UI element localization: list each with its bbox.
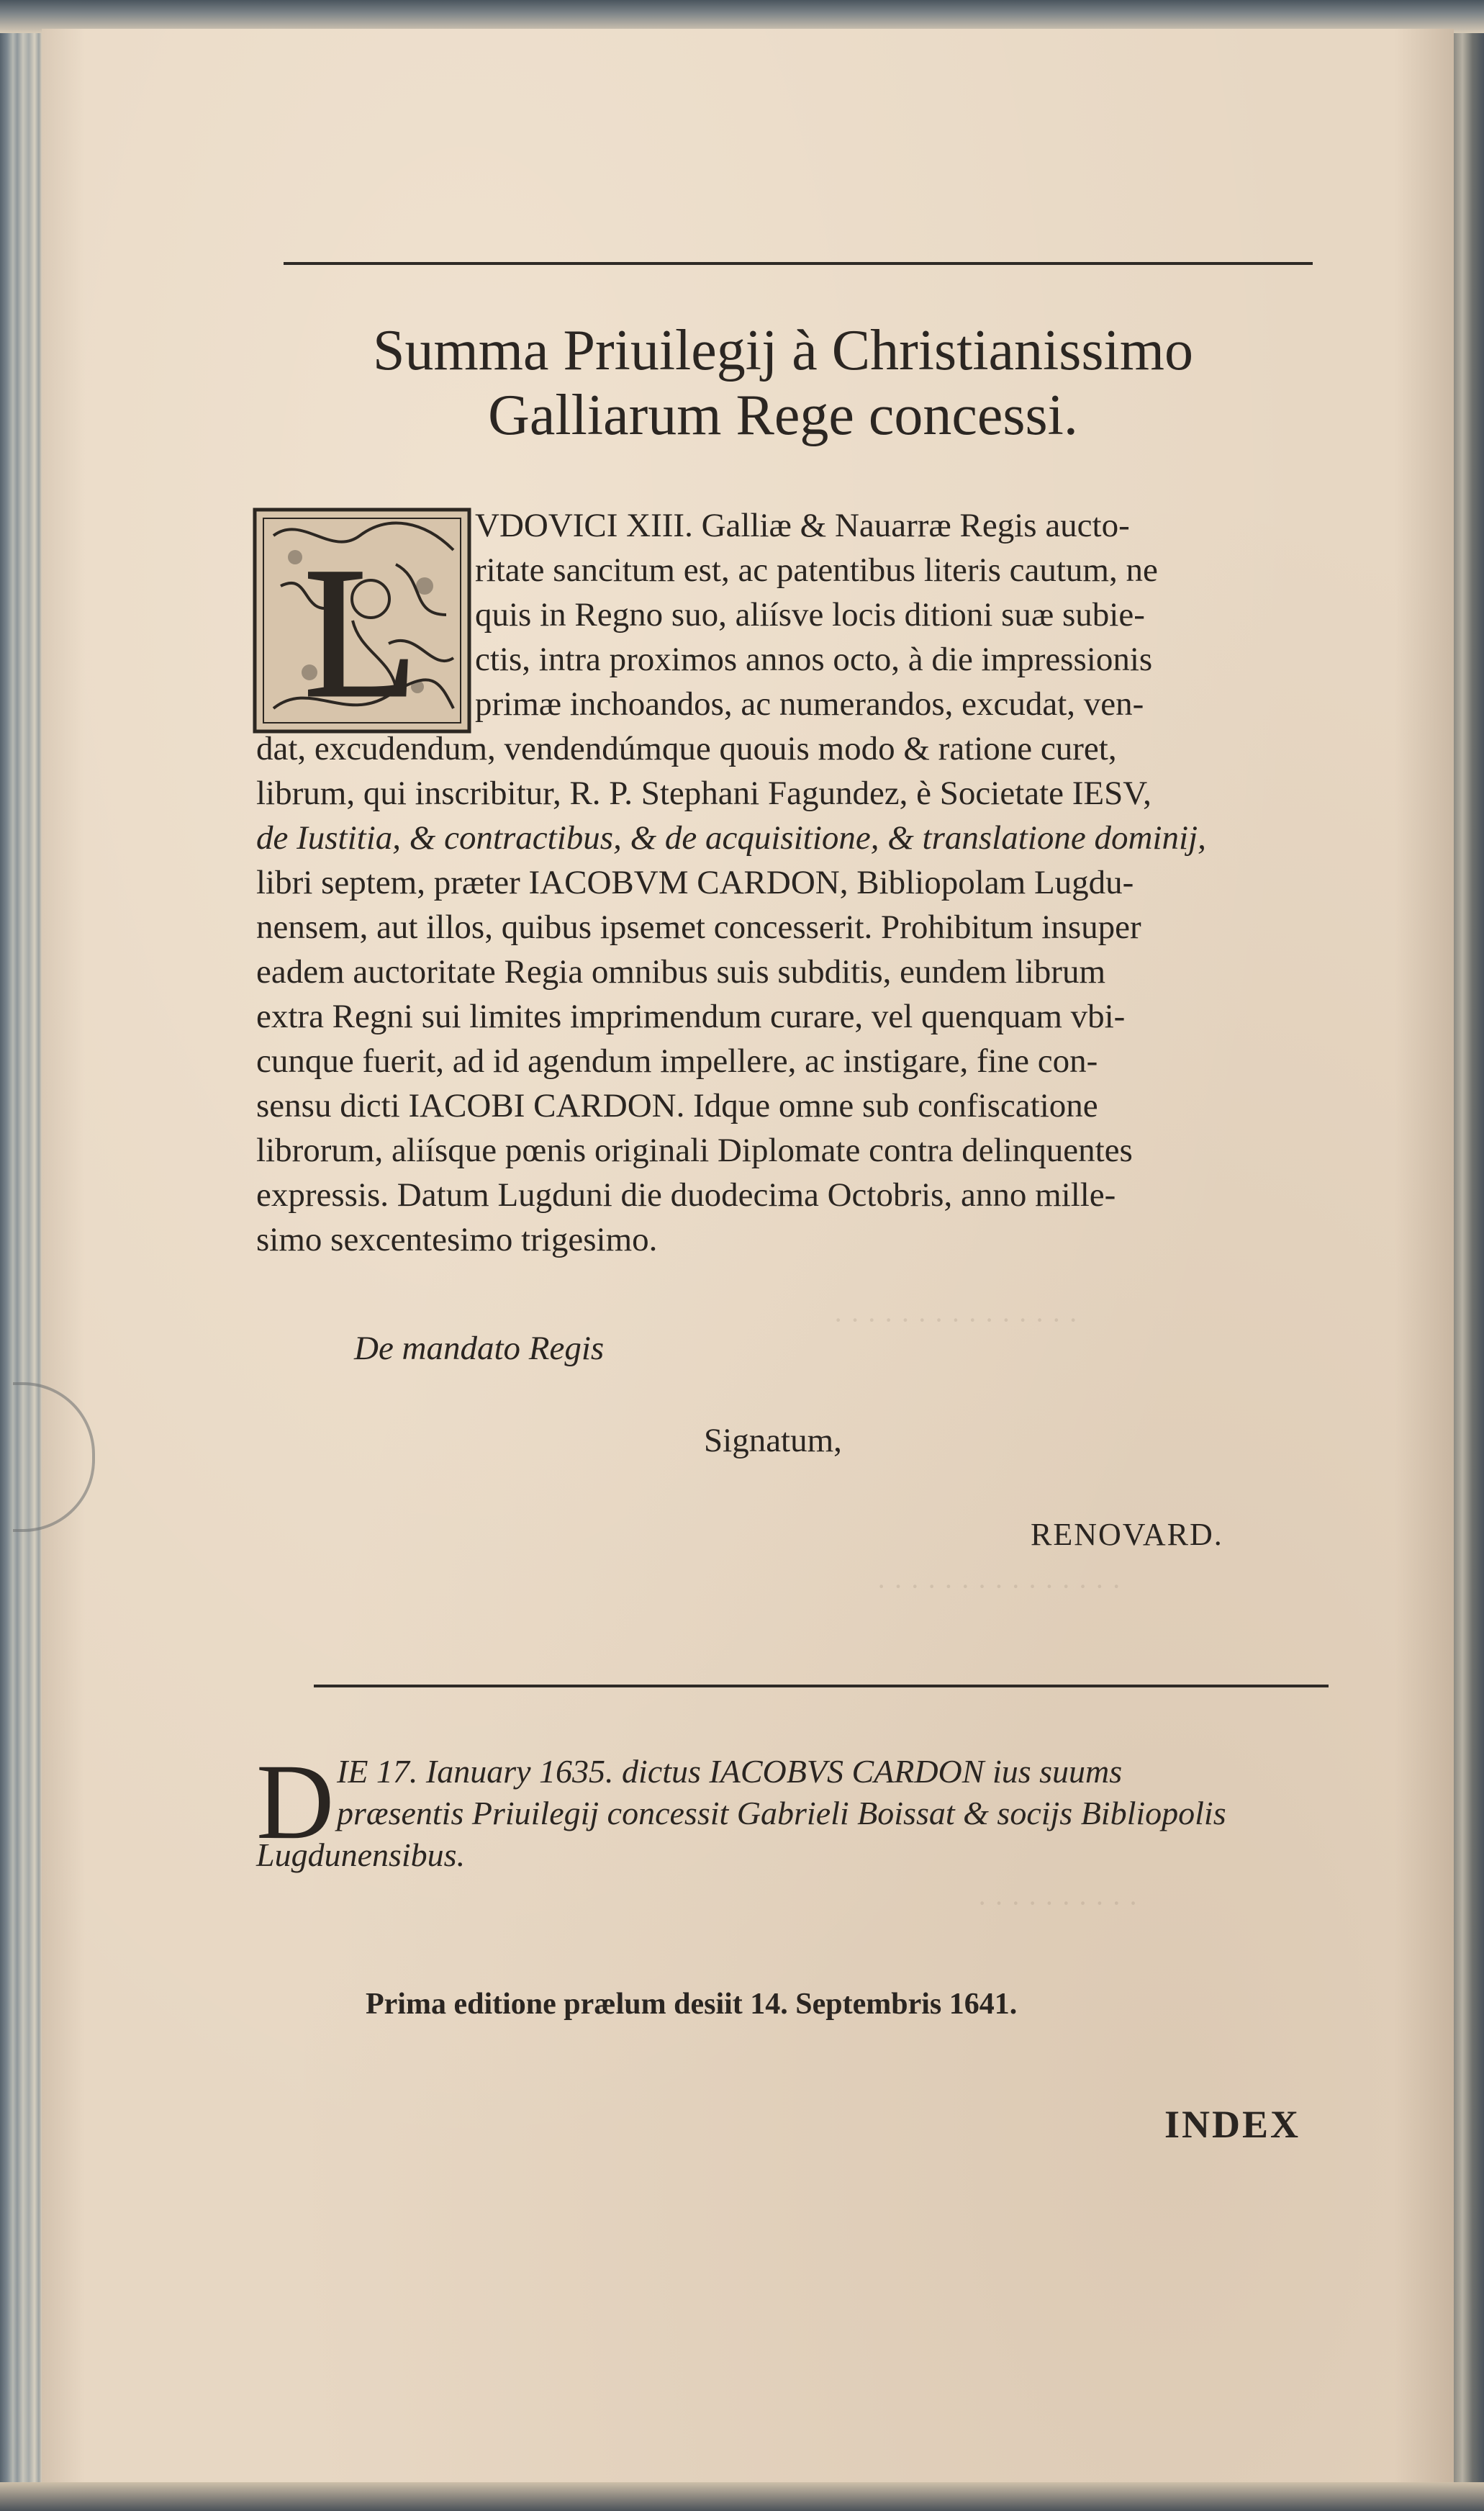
cession-line: Lugdunensibus.	[256, 1836, 466, 1873]
bleed-through: · · · · · · · · · · · · · · ·	[877, 1570, 1121, 1602]
privilege-line: extra Regni sui limites imprimendum curare, vel quenquam vbi-	[256, 998, 1126, 1035]
book-page	[42, 29, 1454, 2482]
privilege-line: ctis, intra proximos annos octo, à die impressionis	[475, 641, 1153, 678]
privilege-line: quis in Regno suo, aliísve locis ditioni suæ subie-	[475, 596, 1145, 634]
privilege-line: sensu dicti IACOBI CARDON. Idque omne sub confiscatione	[256, 1087, 1098, 1124]
mandate-text: De mandato Regis	[354, 1330, 605, 1367]
signed-text: Signatum,	[704, 1422, 842, 1459]
privilege-line: eadem auctoritate Regia omnibus suis subditis, eundem librum	[256, 953, 1106, 991]
book-edge-bottom	[0, 2482, 1484, 2511]
privilege-line: nensem, aut illos, quibus ipsemet concesserit. Prohibitum insuper	[256, 909, 1141, 946]
privilege-line: cunque fuerit, ad id agendum impellere, ac instigare, fine con-	[256, 1042, 1098, 1080]
privilege-title-line-2: Galliarum Rege concessi.	[488, 384, 1078, 447]
privilege-line: expressis. Datum Lugduni die duodecima Octobris, anno mille-	[256, 1176, 1116, 1214]
bleed-through: · · · · · · · · · · · · · · ·	[833, 1304, 1078, 1336]
book-edge-right	[1454, 0, 1484, 2511]
decorated-initial-l-icon	[252, 507, 472, 734]
privilege-title-line-1: Summa Priuilegij à Christianissimo	[373, 319, 1193, 382]
privilege-line: de Iustitia, & contractibus, & de acquisitione, & translatione dominij,	[256, 819, 1206, 857]
privilege-line: VDOVICI XIII. Galliæ & Nauarræ Regis aucto-	[475, 507, 1130, 544]
edition-note: Prima editione prælum desiit 14. Septembris 1641.	[366, 1988, 1018, 2021]
cession-line: IE 17. Ianuary 1635. dictus IACOBVS CARDON ius suums	[337, 1753, 1123, 1790]
signatory-name: RENOVARD.	[1031, 1517, 1223, 1552]
cession-initial-letter: D	[256, 1742, 335, 1862]
book-edge-left	[0, 0, 42, 2511]
privilege-line: librum, qui inscribitur, R. P. Stephani Fagundez, è Societate IESV,	[256, 775, 1152, 812]
privilege-line: dat, excudendum, vendendúmque quouis modo & ratione curet,	[256, 730, 1117, 767]
privilege-line: libri septem, præter IACOBVM CARDON, Bibliopolam Lugdu-	[256, 864, 1134, 901]
privilege-line: simo sexcentesimo trigesimo.	[256, 1221, 658, 1258]
cession-line: præsentis Priuilegij concessit Gabrieli Boissat & socijs Bibliopolis	[337, 1795, 1226, 1831]
privilege-line: librorum, aliísque pœnis originali Diplomate contra delinquentes	[256, 1132, 1133, 1169]
catchword: INDEX	[1164, 2103, 1301, 2146]
middle-rule	[314, 1685, 1329, 1687]
privilege-line: ritate sancitum est, ac patentibus literis cautum, ne	[475, 551, 1158, 589]
top-rule	[284, 262, 1313, 265]
privilege-line: primæ inchoandos, ac numerandos, excudat, ven-	[475, 685, 1144, 723]
bleed-through: · · · · · · · · · ·	[977, 1887, 1139, 1919]
initial-letter: L	[304, 529, 418, 734]
